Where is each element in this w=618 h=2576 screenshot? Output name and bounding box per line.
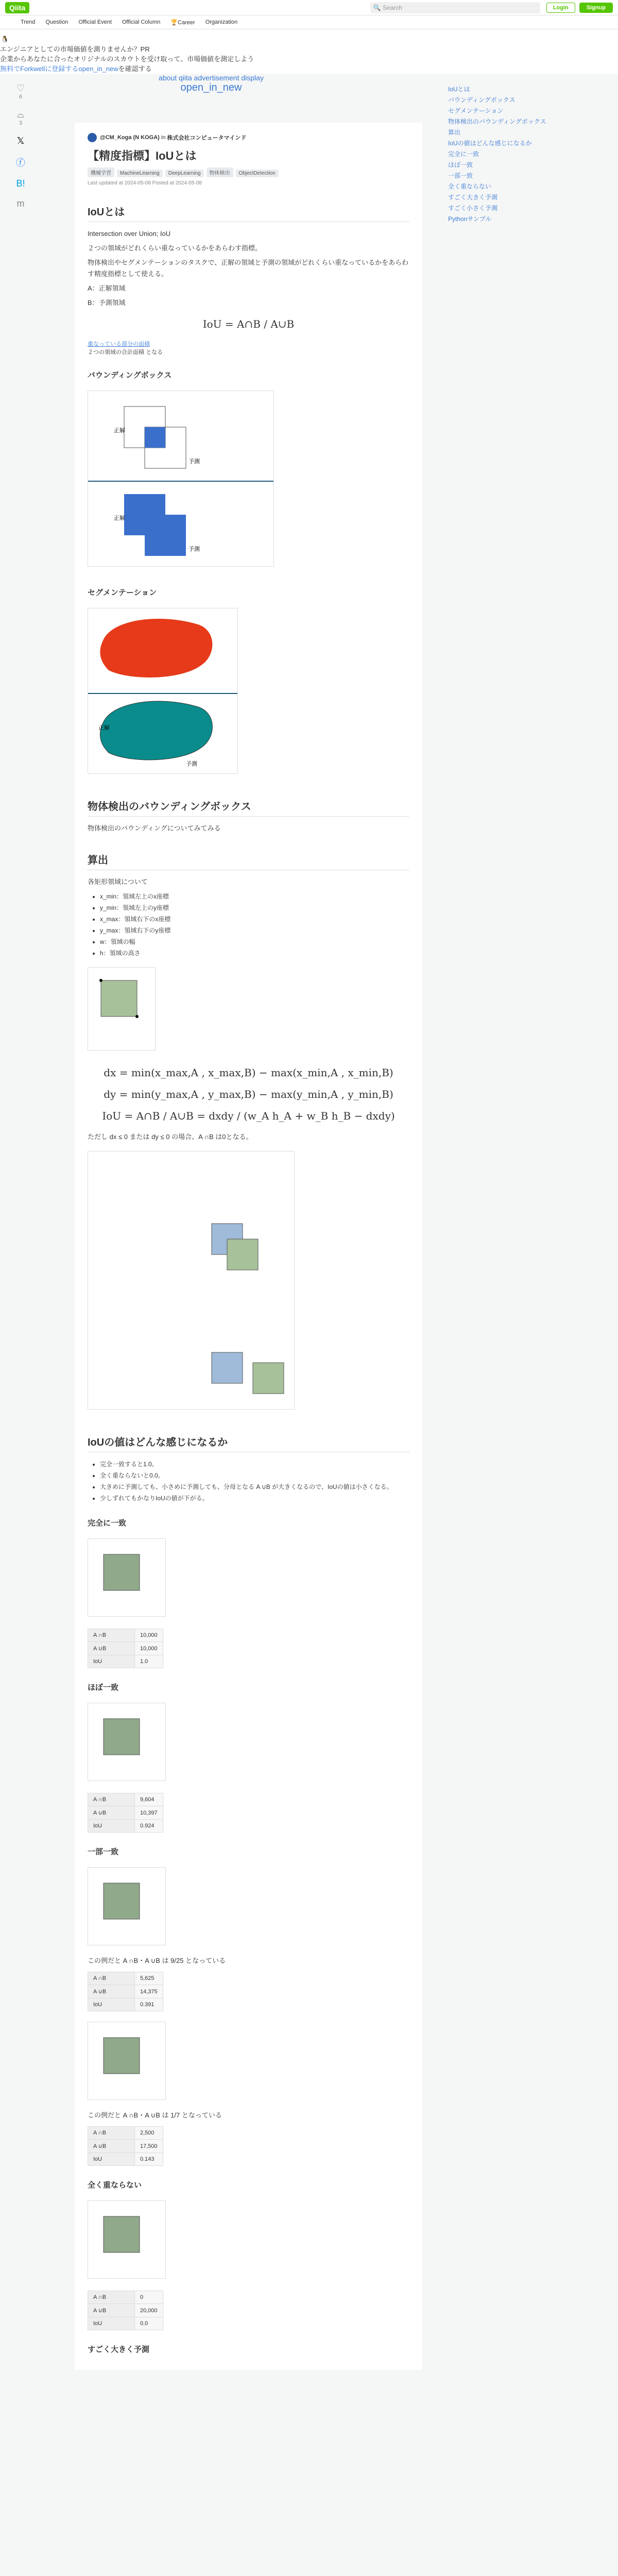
table-cell: 17,500 — [135, 2140, 163, 2153]
nav-official-column[interactable]: Official Column — [122, 19, 161, 25]
svg-text:正解: 正解 — [114, 428, 125, 434]
table-cell: A ∪B — [88, 1985, 135, 1998]
svg-text:予測: 予測 — [188, 546, 200, 552]
list-item: • x_max：領域右下のx座標 — [100, 913, 409, 925]
table-cell: 5,625 — [135, 1972, 163, 1985]
table-cell: 0 — [135, 2291, 163, 2304]
toc-item[interactable]: 全く重ならない — [448, 183, 492, 190]
list-item: • h：領域の高さ — [100, 947, 409, 959]
table-row — [88, 2304, 163, 2317]
table-cell: IoU — [88, 1998, 135, 2011]
subsection-heading: バウンディングボックス — [88, 371, 172, 380]
table-row — [88, 2291, 163, 2304]
table-cell: A ∪B — [88, 1806, 135, 1820]
table-row — [88, 1655, 163, 1668]
variable-list — [88, 891, 409, 959]
subsection-heading: ほぼ一致 — [88, 1683, 119, 1692]
promo-icon: 🐧 — [1, 36, 9, 43]
segmentation-figure — [88, 608, 238, 774]
table-cell: 1.0 — [135, 1655, 163, 1668]
stock-icon[interactable]: ⌓ — [16, 109, 25, 120]
toc-item[interactable]: 完全に一致 — [448, 150, 479, 158]
case-figure — [88, 1703, 166, 1781]
case-figure — [88, 1538, 166, 1617]
table-cell: A ∩B — [88, 1972, 135, 1985]
property-list — [88, 1459, 409, 1504]
promo-link[interactable]: 無料でForkwellに登録する — [0, 65, 79, 73]
toc-item[interactable]: すごく大きく予測 — [448, 194, 498, 201]
article-dates: Last updated at 2024-05-08 Posted at 2024-05-08 — [88, 180, 202, 186]
like-icon[interactable]: ♡ — [16, 83, 25, 93]
promo-banner: 🐧 エンジニアとしての市場価値を測りませんか？PR 企業からあなたに合ったオリジナルのスカウトを受け取って、市場価値を測定しよう 無料でForkwellに登録するopen_in_newを確認する — [0, 29, 618, 74]
overlap-diagram — [88, 1151, 295, 1410]
table-row — [88, 2127, 163, 2140]
table-cell: 10,397 — [135, 1806, 163, 1820]
table-row — [88, 1820, 163, 1833]
table-cell: A ∪B — [88, 2140, 135, 2153]
toc-item[interactable]: セグメンテーション — [448, 107, 504, 114]
list-item: • y_min：領域左上のy座標 — [100, 902, 409, 913]
table-cell: 10,000 — [135, 1629, 163, 1642]
table-cell: 2,500 — [135, 2127, 163, 2140]
signup-button[interactable]: Signup — [579, 3, 613, 13]
case-figure — [88, 1867, 166, 1945]
avatar[interactable] — [88, 133, 97, 142]
table-cell: IoU — [88, 2317, 135, 2330]
table-cell: A ∩B — [88, 2127, 135, 2140]
svg-text:予測: 予測 — [188, 459, 200, 465]
list-item: • 完全一致すると1.0。 — [100, 1459, 409, 1470]
table-cell: A ∪B — [88, 2304, 135, 2317]
tag-chip[interactable]: 物体検出 — [207, 167, 233, 177]
hatena-share-icon[interactable]: B! — [16, 178, 25, 189]
table-cell: IoU — [88, 1655, 135, 1668]
bbox-figure — [88, 391, 274, 567]
case-table — [88, 1629, 163, 1668]
table-cell: A ∩B — [88, 2291, 135, 2304]
table-row — [88, 1998, 163, 2011]
svg-text:正解: 正解 — [98, 725, 110, 731]
iou-formula: IoU = A∩B / A∪B — [202, 318, 295, 330]
search-input[interactable]: 🔍 Search — [370, 2, 540, 13]
subsection-heading: 一部一致 — [88, 1848, 119, 1856]
list-item: • w：領域の幅 — [100, 936, 409, 947]
x-share-icon[interactable]: 𝕏 — [16, 135, 25, 146]
table-row — [88, 1642, 163, 1655]
table-row — [88, 1972, 163, 1985]
table-cell: 10,000 — [135, 1642, 163, 1655]
table-row — [88, 1793, 163, 1806]
more-share-icon[interactable]: m — [16, 198, 25, 209]
facebook-share-icon[interactable]: ⓕ — [16, 158, 25, 168]
table-cell: A ∪B — [88, 1642, 135, 1655]
table-cell: 0.391 — [135, 1998, 163, 2011]
author-info: @CM_Koga (N KOGA) in 株式会社コンピュータマインド — [88, 133, 409, 142]
table-row — [88, 1629, 163, 1642]
case-table — [88, 2291, 163, 2330]
table-cell: A ∩B — [88, 1793, 135, 1806]
toc-item[interactable]: 算出 — [448, 129, 461, 136]
subsection-heading: 全く重ならない — [88, 2181, 142, 2190]
subsection-heading: すごく大きく予測 — [88, 2345, 150, 2354]
tag-list — [88, 167, 409, 177]
section-heading: 物体検出のバウンディングボックス — [88, 798, 409, 817]
case-note: この例だと A ∩B・A ∪B は 9/25 となっている — [88, 1957, 226, 1964]
tag-chip[interactable]: DeepLearning — [165, 170, 204, 177]
toc-item[interactable]: IoUの値はどんな感じになるか — [448, 140, 532, 147]
case-list — [88, 1517, 409, 2330]
svg-text:正解: 正解 — [114, 515, 125, 521]
case-note: この例だと A ∩B・A ∪B は 1/7 となっている — [88, 2111, 222, 2119]
list-item: • y_max：領域右下のy座標 — [100, 925, 409, 936]
table-row — [88, 2317, 163, 2330]
case-table — [88, 2126, 163, 2166]
nav-organization[interactable]: Organization — [205, 19, 238, 25]
table-cell: IoU — [88, 2153, 135, 2166]
toc-item[interactable]: Pythonサンプル — [448, 215, 492, 223]
svg-text:予測: 予測 — [186, 761, 197, 767]
nav-question[interactable]: Question — [45, 19, 68, 25]
tag-chip[interactable]: 機械学習 — [88, 167, 114, 177]
subsection-heading: セグメンテーション — [88, 588, 157, 597]
table-of-contents — [448, 84, 551, 225]
toc-item[interactable]: IoUとは — [448, 86, 470, 93]
list-item: • 大きめに予測しても、小さめに予測しても、分母となる A ∪B が大きくなるので、IoUの値は小さくなる。 — [100, 1481, 409, 1493]
table-cell: 0.0 — [135, 2317, 163, 2330]
table-row — [88, 2140, 163, 2153]
list-item: • x_min：領域左上のx座標 — [100, 891, 409, 902]
table-cell: 9,604 — [135, 1793, 163, 1806]
toc-item[interactable]: すごく小さく予測 — [448, 205, 498, 212]
case-figure — [88, 2022, 166, 2100]
login-button[interactable]: Login — [546, 3, 575, 13]
table-cell: 0.924 — [135, 1820, 163, 1833]
table-cell: IoU — [88, 1820, 135, 1833]
nav-official-event[interactable]: Official Event — [78, 19, 112, 25]
rect-param-figure — [88, 967, 156, 1050]
subsection-heading: 完全に一致 — [88, 1519, 127, 1528]
table-cell: 0.143 — [135, 2153, 163, 2166]
table-cell: 14,375 — [135, 1985, 163, 1998]
toc-item[interactable]: 物体検出のバウンディングボックス — [448, 118, 546, 125]
sub-navigation — [0, 15, 618, 29]
qiita-logo[interactable]: Qiita — [5, 2, 29, 13]
case-table — [88, 1793, 163, 1833]
table-row — [88, 2153, 163, 2166]
toc-item[interactable]: バウンディングボックス — [448, 96, 516, 104]
top-header — [0, 0, 618, 15]
table-row — [88, 1985, 163, 1998]
list-item: • 全く重ならないと0.0。 — [100, 1470, 409, 1481]
toc-item[interactable]: ほぼ一致 — [448, 161, 473, 168]
list-item: • 少しずれてもかなりIoUの値が下がる。 — [100, 1493, 409, 1504]
section-heading: 算出 — [88, 852, 409, 870]
nav-career[interactable]: 🏆Career — [170, 19, 195, 26]
advertisement: about qiita advertisement display open_in_new — [159, 74, 264, 93]
tag-chip[interactable]: ObjectDetection — [236, 170, 279, 177]
section-heading: IoUとは — [88, 204, 409, 222]
table-cell: 20,000 — [135, 2304, 163, 2317]
toc-item[interactable]: 一部一致 — [448, 172, 473, 179]
action-sidebar: ♡ 6 ⌓ 3 𝕏 ⓕ B! m — [10, 74, 31, 209]
section-heading: IoUの値はどんな感じになるか — [88, 1434, 409, 1452]
table-cell: A ∩B — [88, 1629, 135, 1642]
tag-chip[interactable]: MachineLearning — [117, 170, 163, 177]
case-figure — [88, 2200, 166, 2279]
article-title: 【精度指標】IoUとは — [88, 149, 197, 162]
nav-trend[interactable]: Trend — [21, 19, 36, 25]
table-row — [88, 1806, 163, 1820]
search-icon: 🔍 — [373, 4, 383, 11]
article-body: @CM_Koga (N KOGA) in 株式会社コンピュータマインド 【精度指標】IoUとは 機械学習 MachineLearning DeepLearning 物体検出 ObjectDetection Last updated at 2024-05-08 Posted at 2024-05-08 IoUとは Intersection over Union; IoU ２つの領域がどれくらい重なっているかをあらわす指標。 物体検出やセグメンテーションのタスクで、正解の領域と予測の領域がどれくらい重なっているかをあらわす精度指標として使える。 A：正解領域 B：予測領域 IoU = A∩B / A∪B 重なっている部分の面積 ２つの領域の合計面積 となる バウンディングボックス 正解 予測 正解 予測 セグメンテーション 正解 予測 物体検出のバウンディングボックス 物体検出のバウンディングについてみてみる 算出 各矩形領域について • x_min：領域左上のx座標 • y_min：領域左上のy座標 • x_max：領域右下のx座標 • y_max：領域右下のy座標 • w：領域の幅 • h：領域の高さ dx = min(x_max,A , x_max,B) − max(x_min,A , x_min,B) dy = min(y_max,A , y_max,B) − max(y_min,A , y_min,B) IoU = A∩B / A∪B = dxdy / (w_A h_A + w_B h_B − dxdy) ただし dx ≤ 0 または dy ≤ 0 の場合、A ∩B は0となる。 IoUの値はどんな感じになるか • 完全一致すると1.0。 • 全く重ならないと0.0。 • 大きめに予測しても、小さめに予測しても、分母となる A ∪B が大きくなるので、IoUの値は小さくなる。 • 少しずれてもかなりIoUの値が下がる。 完全に一致 A ∩B 10,000 A ∪B 10,000 IoU 1.0 ほぼ一致 A ∩B 9,604 A ∪B 10,397 IoU 0.924 一部一致 この例だと A ∩B・A ∪B は 9/25 となっている A ∩B 5,625 A ∪B 14,375 IoU 0.391 この例だと A ∩B・A ∪B は 1/7 となっている A ∩B 2,500 A ∪B 17,500 IoU 0.143 全く重ならない A ∩B 0 A ∪B 20,000 IoU 0.0 すごく大きく予測 — [75, 123, 422, 2370]
case-table — [88, 1972, 163, 2011]
